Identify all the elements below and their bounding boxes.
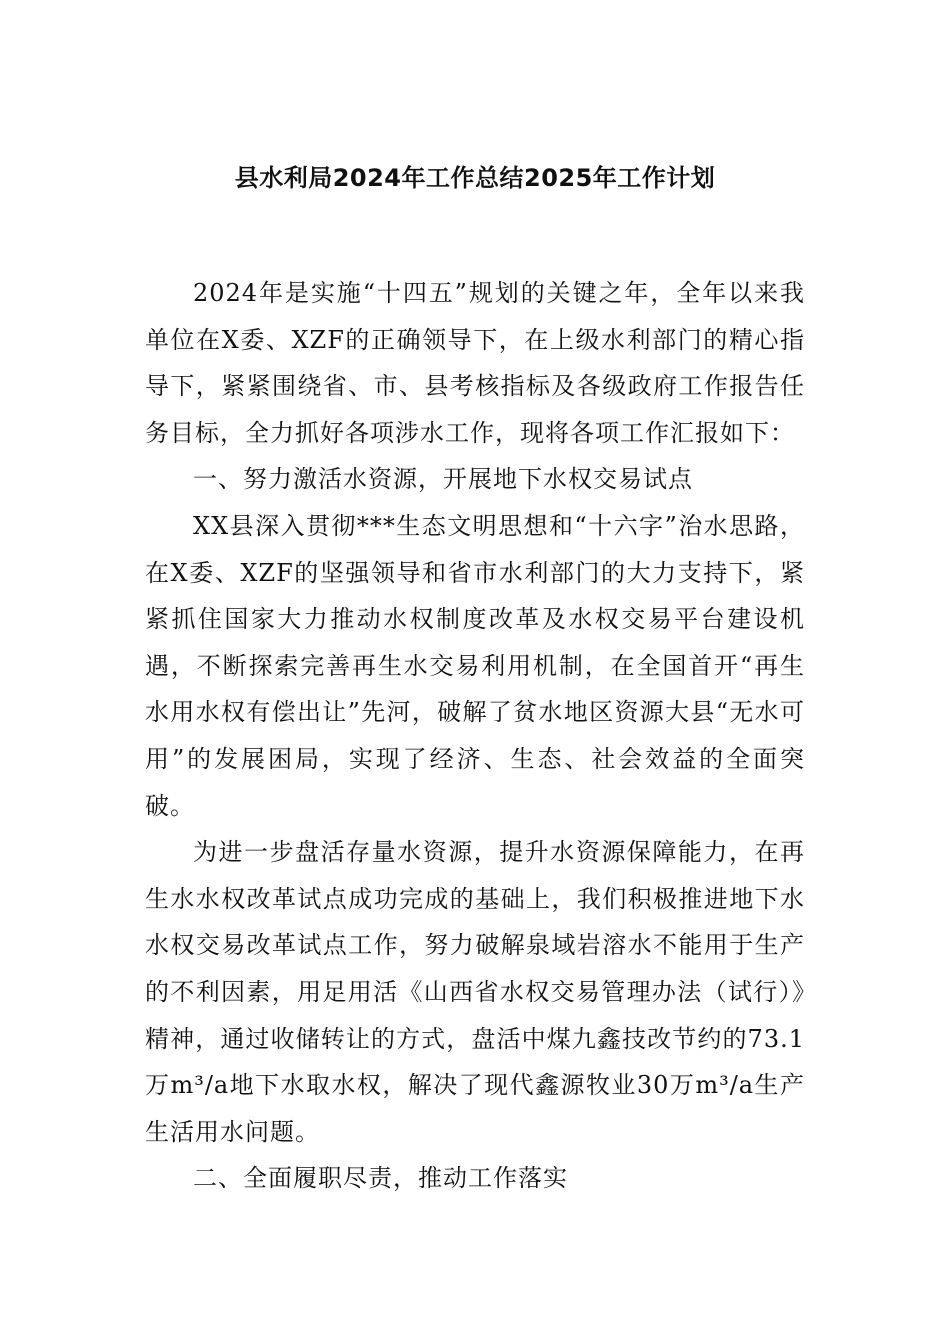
section-heading-2: 二、全面履职尽责，推动工作落实 [193, 1164, 568, 1193]
document-title: 县水利局2024年工作总结2025年工作计划 [234, 164, 716, 192]
paragraph-groundwater-trade: 为进一步盘活存量水资源，提升水资源保障能力，在再生水水权改革试点成功完成的基础上，我们积极推进地下水水权交易改革试点工作，努力破解泉域岩溶水不能用于生产的不利因素，用足用活《山西省水权交易管理办法（试行）》精神，通过收储转让的方式，盘活中煤九鑫技改节约的73.1万m³/a地下水取水权，解决了现代鑫源牧业30万m³/a生产生活用水问题。 [145, 838, 805, 1146]
document-body [145, 270, 805, 1202]
section-heading-1: 一、努力激活水资源，开展地下水权交易试点 [193, 465, 693, 494]
paragraph-intro: 2024年是实施“十四五”规划的关键之年，全年以来我单位在X委、XZF的正确领导下，在上级水利部门的精心指导下，紧紧围绕省、市、县考核指标及各级政府工作报告任务目标，全力抓好各项涉水工作，现将各项工作汇报如下： [145, 279, 805, 447]
paragraph-water-rights: XX县深入贯彻***生态文明思想和“十六字”治水思路，在X委、XZF的坚强领导和省市水利部门的大力支持下，紧紧抓住国家大力推动水权制度改革及水权交易平台建设机遇，不断探索完善再生水交易利用机制，在全国首开“再生水用水权有偿出让”先河，破解了贫水地区资源大县“无水可用”的发展困局，实现了经济、生态、社会效益的全面突破。 [145, 511, 805, 820]
